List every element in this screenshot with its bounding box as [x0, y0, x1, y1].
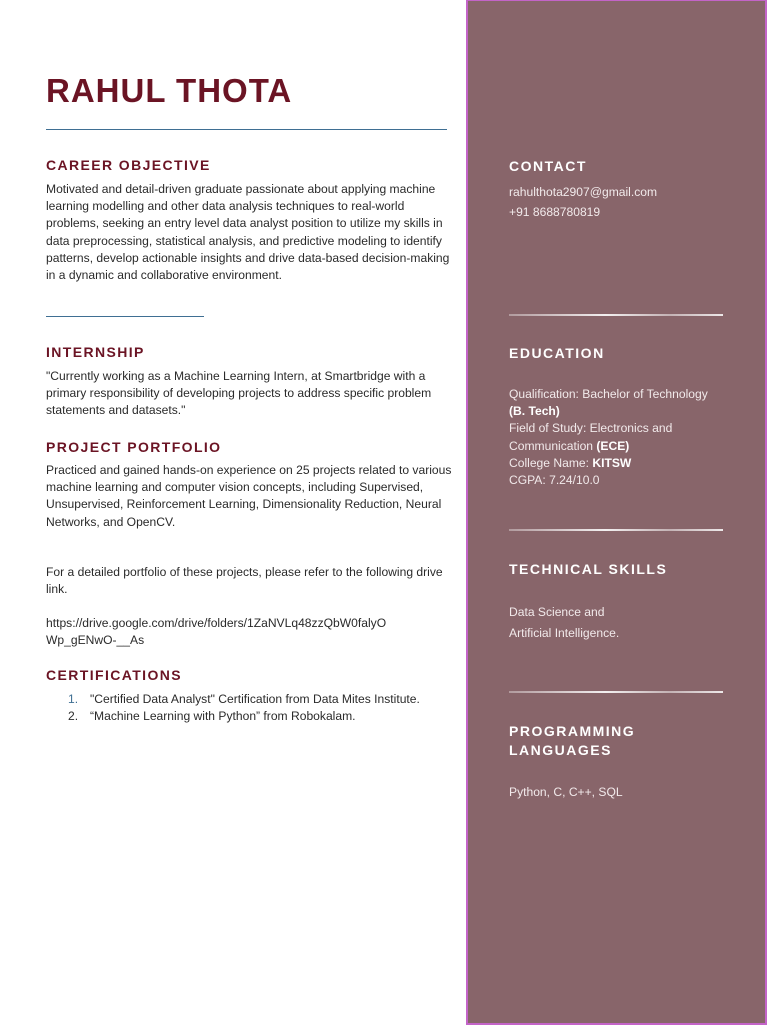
section-divider: [46, 316, 204, 317]
cgpa: CGPA: 7.24/10.0: [509, 473, 600, 488]
sidebar-divider: [509, 314, 723, 316]
career-objective-text: Motivated and detail-driven graduate passionate about applying machine learning modelling and other data analysis techniques to real-world problems, seeking an entry level data analyst position to utilize my skills in data preprocessing, statistical analysis, and predictive modeling to identify patterns, develop actionable insights and drive data-based decision-making in a dynamic and collaborative environment.: [46, 182, 450, 283]
sidebar-divider: [509, 529, 723, 531]
portfolio-refer-text: For a detailed portfolio of these projects, please refer to the following drive link.: [46, 565, 443, 597]
certification-number: 1.: [68, 692, 79, 706]
contact-details: [509, 182, 724, 222]
certification-text: “Machine Learning with Python” from Robokalam.: [90, 709, 356, 724]
education-details: [509, 386, 714, 489]
technical-skills-heading: TECHNICAL SKILLS: [509, 561, 668, 577]
certification-text: "Certified Data Analyst" Certification from Data Mites Institute.: [90, 692, 420, 706]
certification-item: [46, 708, 446, 725]
programming-heading-line-2: LANGUAGES: [509, 742, 612, 758]
programming-languages-heading: [509, 722, 635, 760]
contact-email[interactable]: rahulthota2907@gmail.com: [509, 185, 658, 199]
college-label: College Name:: [509, 455, 589, 470]
career-objective-heading: CAREER OBJECTIVE: [46, 157, 211, 173]
candidate-name: RAHUL THOTA: [46, 72, 293, 109]
qualification-label: Qualification: Bachelor of Technology: [509, 387, 708, 401]
programming-languages-text: Python, C, C++, SQL: [509, 785, 623, 799]
sidebar-panel: [466, 0, 767, 1025]
certifications-heading: CERTIFICATIONS: [46, 667, 183, 683]
programming-heading-line-1: PROGRAMMING: [509, 723, 636, 739]
certifications-list: [46, 691, 446, 725]
qualification-value: (B. Tech): [509, 404, 560, 419]
technical-skill-line-2: Artificial Intelligence.: [509, 626, 620, 640]
certification-item: [46, 691, 446, 708]
drive-link-line-1[interactable]: https://drive.google.com/drive/folders/1ZaNVLq48zzQbW0falyO: [46, 616, 387, 630]
field-of-study-label: Field of Study: Electronics and Communication: [509, 421, 673, 453]
drive-link-line-2[interactable]: Wp_gENwO-__As: [46, 633, 145, 648]
technical-skills-text: [509, 602, 724, 644]
field-of-study-value: (ECE): [596, 438, 630, 453]
name-divider: [46, 129, 447, 130]
sidebar-divider: [509, 691, 723, 693]
internship-text: "Currently working as a Machine Learning Intern, at Smartbridge with a primary responsibility of developing projects to address specific problem statements and datasets.": [46, 369, 432, 418]
certification-number: 2.: [68, 709, 79, 724]
technical-skill-line-1: Data Science and: [509, 605, 605, 619]
college-value: KITSW: [592, 455, 632, 470]
education-heading: EDUCATION: [509, 345, 605, 361]
contact-phone[interactable]: +91 8688780819: [509, 205, 601, 219]
portfolio-drive-link[interactable]: [46, 615, 454, 649]
project-portfolio-text: Practiced and gained hands-on experience on 25 projects related to various machine learning and computer vision concepts, including Supervised, Unsupervised, Reinforcement Learning, Dimensionality Reduction, Neural Networks, and OpenCV.: [46, 463, 452, 529]
project-portfolio-heading: PROJECT PORTFOLIO: [46, 439, 222, 455]
internship-heading: INTERNSHIP: [46, 344, 145, 360]
contact-heading: CONTACT: [509, 158, 587, 174]
